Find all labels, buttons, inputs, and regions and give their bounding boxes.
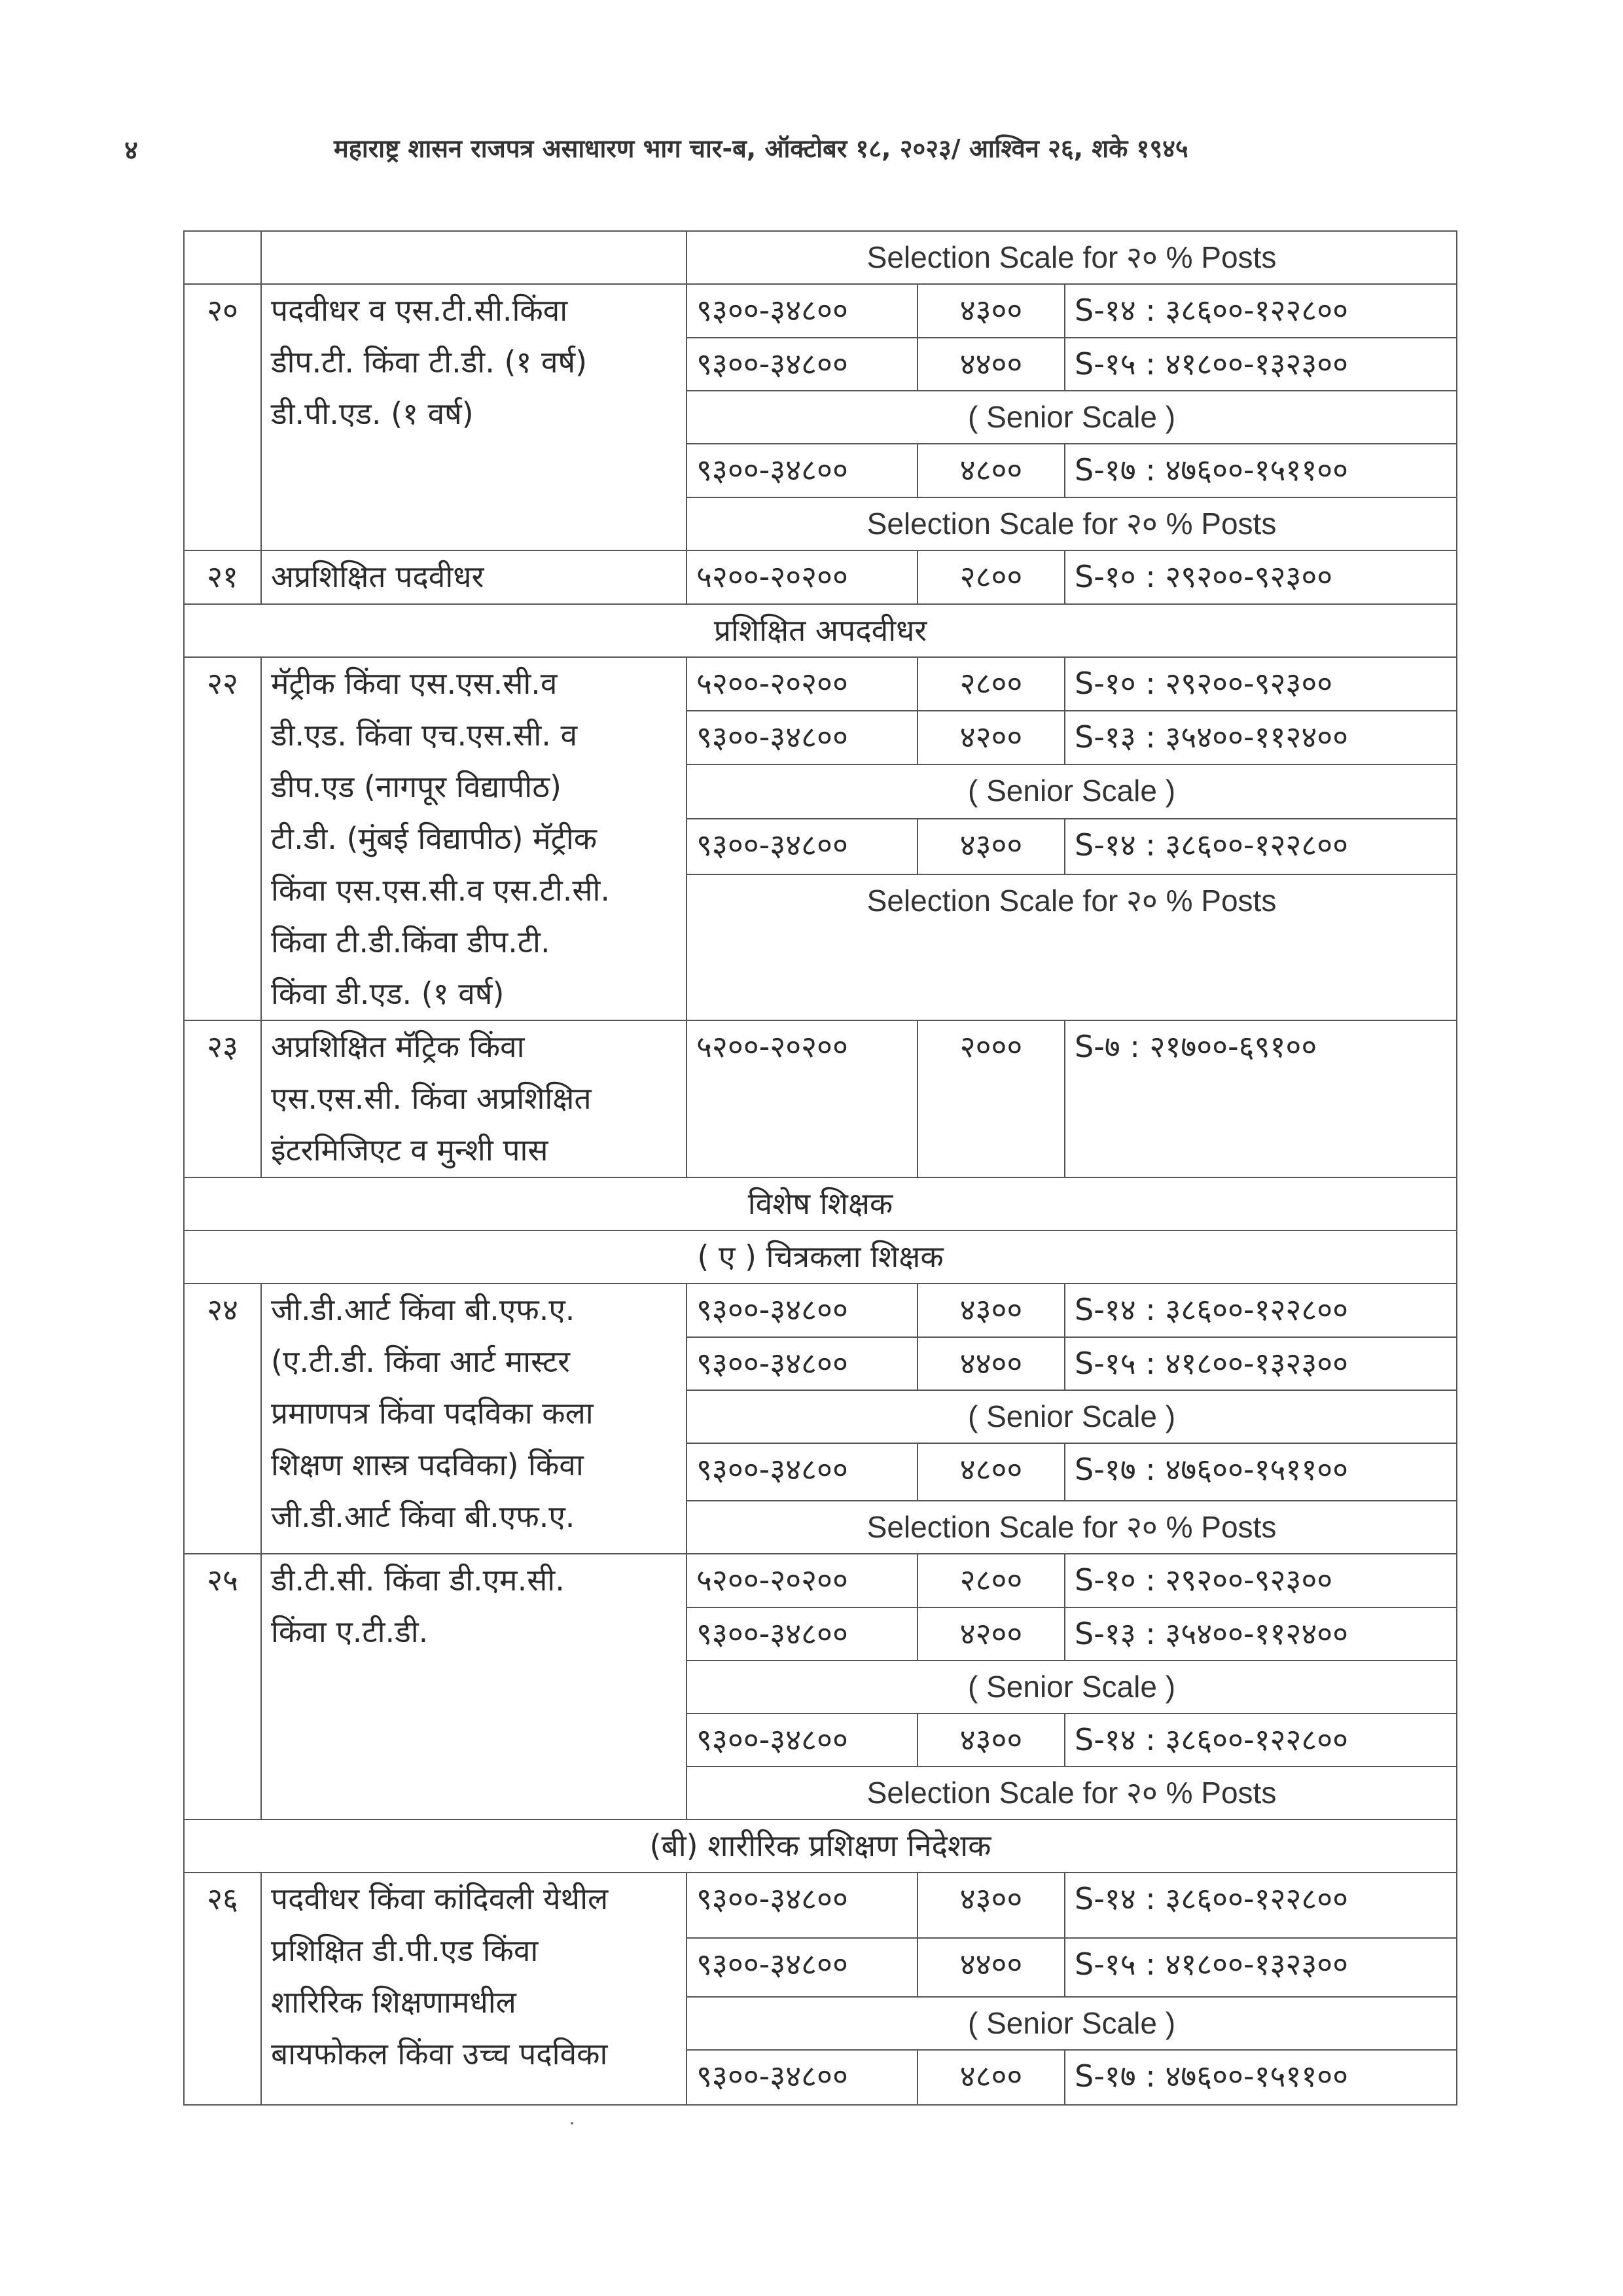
qualification-line: पदवीधर व एस.टी.सी.किंवा [271, 293, 568, 328]
grade-pay: ४३०० [918, 1283, 1065, 1337]
pay-level: S-१७ : ४७६००-१५११०० [1065, 444, 1457, 497]
gazette-title: महाराष्ट्र शासन राजपत्र असाधारण भाग चार-ब, ऑक्टोबर १८, २०२३/ आश्विन २६, शके १९४५ [334, 134, 1188, 163]
qualification-cell [261, 231, 687, 284]
pay-level: S-१३ : ३५४००-११२४०० [1065, 1607, 1457, 1660]
qualification-line: डीप.टी. किंवा टी.डी. (१ वर्ष) [271, 344, 588, 380]
section-heading: प्रशिक्षित अपदवीधर [184, 604, 1457, 657]
qualification-line: बायफोकल किंवा उच्च पदविका [271, 2036, 608, 2072]
senior-scale-label: ( Senior Scale ) [687, 1997, 1457, 2050]
qualification-line: एस.एस.सी. किंवा अप्रशिक्षित [271, 1081, 592, 1116]
pay-band: ९३००-३४८०० [687, 819, 918, 874]
table-row [184, 550, 1457, 604]
qualification-line: अप्रशिक्षित पदवीधर [271, 559, 484, 594]
qualification-line: अप्रशिक्षित मॅट्रिक किंवा [271, 1029, 525, 1064]
selection-scale-label: Selection Scale for २० % Posts [687, 497, 1457, 550]
qualification-line: डी.टी.सी. किंवा डी.एम.सी. [271, 1562, 565, 1598]
page-header [124, 131, 1499, 170]
pay-level: S-१३ : ३५४००-११२४०० [1065, 711, 1457, 764]
qualification-line: शिक्षण शास्त्र पदविका) किंवा [271, 1447, 584, 1482]
qualification-line: किंवा एस.एस.सी.व एस.टी.सी. [271, 872, 611, 908]
pay-band: ९३००-३४८०० [687, 284, 918, 338]
qualification-line: शारिरिक शिक्षणामधील [271, 1984, 516, 2020]
qualification-line: मॅट्रीक किंवा एस.एस.सी.व [271, 666, 558, 701]
selection-scale-label: Selection Scale for २० % Posts [687, 231, 1457, 284]
qualification-line: प्रमाणपत्र किंवा पदविका कला [271, 1395, 594, 1431]
senior-scale-label: ( Senior Scale ) [687, 764, 1457, 818]
pay-level: S-१७ : ४७६००-१५११०० [1065, 2050, 1457, 2105]
pay-band: ५२००-२०२०० [687, 550, 918, 604]
pay-level: S-१५ : ४१८००-१३२३०० [1065, 1938, 1457, 1997]
grade-pay: ४२०० [918, 711, 1065, 764]
grade-pay: ४४०० [918, 1938, 1065, 1997]
qualification-cell [261, 1020, 687, 1177]
senior-scale-label: ( Senior Scale ) [687, 1660, 1457, 1713]
qualification-line: जी.डी.आर्ट किंवा बी.एफ.ए. [271, 1499, 575, 1534]
qualification-cell [261, 1873, 687, 2105]
pay-band: ५२००-२०२०० [687, 657, 918, 711]
table-row [184, 1230, 1457, 1283]
sr-number: २५ [184, 1554, 261, 1820]
pay-band: ९३००-३४८०० [687, 444, 918, 497]
qualification-line: टी.डी. (मुंबई विद्यापीठ) मॅट्रीक [271, 821, 597, 856]
grade-pay: ४८०० [918, 2050, 1065, 2105]
qualification-cell [261, 1283, 687, 1554]
grade-pay: २८०० [918, 657, 1065, 711]
pay-level: S-१४ : ३८६००-१२२८०० [1065, 1283, 1457, 1337]
grade-pay: ४४०० [918, 1337, 1065, 1390]
sr-number: २३ [184, 1020, 261, 1177]
section-heading: (बी) शारीरिक प्रशिक्षण निदेशक [184, 1820, 1457, 1873]
qualification-line: डी.पी.एड. (१ वर्ष) [271, 396, 474, 431]
qualification-line: किंवा टी.डी.किंवा डीप.टी. [271, 924, 550, 960]
grade-pay: ४८०० [918, 444, 1065, 497]
qualification-line: डी.एड. किंवा एच.एस.सी. व [271, 717, 578, 753]
page-number: ४ [124, 135, 138, 166]
qualification-line: जी.डी.आर्ट किंवा बी.एफ.ए. [271, 1292, 575, 1327]
grade-pay: २८०० [918, 550, 1065, 604]
grade-pay: ४३०० [918, 1713, 1065, 1767]
grade-pay: ४४०० [918, 338, 1065, 391]
qualification-line: इंटरमिजिएट व मुन्शी पास [271, 1132, 548, 1168]
pay-band: ९३००-३४८०० [687, 1938, 918, 1997]
senior-scale-label: ( Senior Scale ) [687, 391, 1457, 444]
qualification-line: प्रशिक्षित डी.पी.एड किंवा [271, 1933, 539, 1968]
table-row [184, 1177, 1457, 1230]
table-row [184, 231, 1457, 284]
pay-level: S-१४ : ३८६००-१२२८०० [1065, 1713, 1457, 1767]
grade-pay: ४८०० [918, 1443, 1065, 1501]
qualification-line: पदवीधर किंवा कांदिवली येथील [271, 1881, 609, 1916]
scan-mark [571, 2122, 573, 2125]
pay-band: ९३००-३४८०० [687, 1607, 918, 1660]
pay-level: S-१५ : ४१८००-१३२३०० [1065, 1337, 1457, 1390]
pay-level: S-१५ : ४१८००-१३२३०० [1065, 338, 1457, 391]
pay-level: S-१४ : ३८६००-१२२८०० [1065, 1873, 1457, 1938]
pay-band: ९३००-३४८०० [687, 1713, 918, 1767]
sr-number: २२ [184, 657, 261, 1020]
qualification-line: (ए.टी.डी. किंवा आर्ट मास्टर [271, 1344, 570, 1379]
pay-band: ९३००-३४८०० [687, 1443, 918, 1501]
pay-band: ९३००-३४८०० [687, 1337, 918, 1390]
grade-pay: ४३०० [918, 819, 1065, 874]
selection-scale-label: Selection Scale for २० % Posts [687, 1501, 1457, 1554]
pay-level: S-१७ : ४७६००-१५११०० [1065, 1443, 1457, 1501]
table-row [184, 1554, 1457, 1607]
table-row [184, 1873, 1457, 1938]
selection-scale-label: Selection Scale for २० % Posts [687, 874, 1457, 1020]
section-heading: विशेष शिक्षक [184, 1177, 1457, 1230]
pay-band: ५२००-२०२०० [687, 1020, 918, 1177]
table-row [184, 1820, 1457, 1873]
pay-band: ९३००-३४८०० [687, 1873, 918, 1938]
sr-number: २१ [184, 550, 261, 604]
qualification-cell [261, 284, 687, 550]
pay-band: ९३००-३४८०० [687, 1283, 918, 1337]
qualification-line: किंवा ए.टी.डी. [271, 1614, 429, 1649]
qualification-cell [261, 1554, 687, 1820]
pay-band: ९३००-३४८०० [687, 338, 918, 391]
pay-level: S-१० : २९२००-९२३०० [1065, 1554, 1457, 1607]
grade-pay: २८०० [918, 1554, 1065, 1607]
section-heading: ( ए ) चित्रकला शिक्षक [184, 1230, 1457, 1283]
sr-number: २० [184, 284, 261, 550]
grade-pay: ४२०० [918, 1607, 1065, 1660]
sr-number: २४ [184, 1283, 261, 1554]
pay-band: ९३००-३४८०० [687, 2050, 918, 2105]
grade-pay: ४३०० [918, 1873, 1065, 1938]
sr-cell [184, 231, 261, 284]
qualification-line: डीप.एड (नागपूर विद्यापीठ) [271, 769, 562, 804]
pay-level: S-७ : २१७००-६९१०० [1065, 1020, 1457, 1177]
senior-scale-label: ( Senior Scale ) [687, 1390, 1457, 1443]
pay-level: S-१४ : ३८६००-१२२८०० [1065, 819, 1457, 874]
table-row [184, 1020, 1457, 1177]
pay-level: S-१४ : ३८६००-१२२८०० [1065, 284, 1457, 338]
table-row [184, 604, 1457, 657]
table-row [184, 1283, 1457, 1337]
qualification-line: किंवा डी.एड. (१ वर्ष) [271, 976, 505, 1011]
pay-level: S-१० : २९२००-९२३०० [1065, 550, 1457, 604]
sr-number: २६ [184, 1873, 261, 2105]
grade-pay: २००० [918, 1020, 1065, 1177]
pay-scale-table [183, 230, 1457, 2106]
qualification-cell [261, 550, 687, 604]
selection-scale-label: Selection Scale for २० % Posts [687, 1767, 1457, 1820]
grade-pay: ४३०० [918, 284, 1065, 338]
table-row [184, 284, 1457, 338]
pay-band: ५२००-२०२०० [687, 1554, 918, 1607]
table-row [184, 657, 1457, 711]
qualification-cell [261, 657, 687, 1020]
pay-band: ९३००-३४८०० [687, 711, 918, 764]
pay-level: S-१० : २९२००-९२३०० [1065, 657, 1457, 711]
